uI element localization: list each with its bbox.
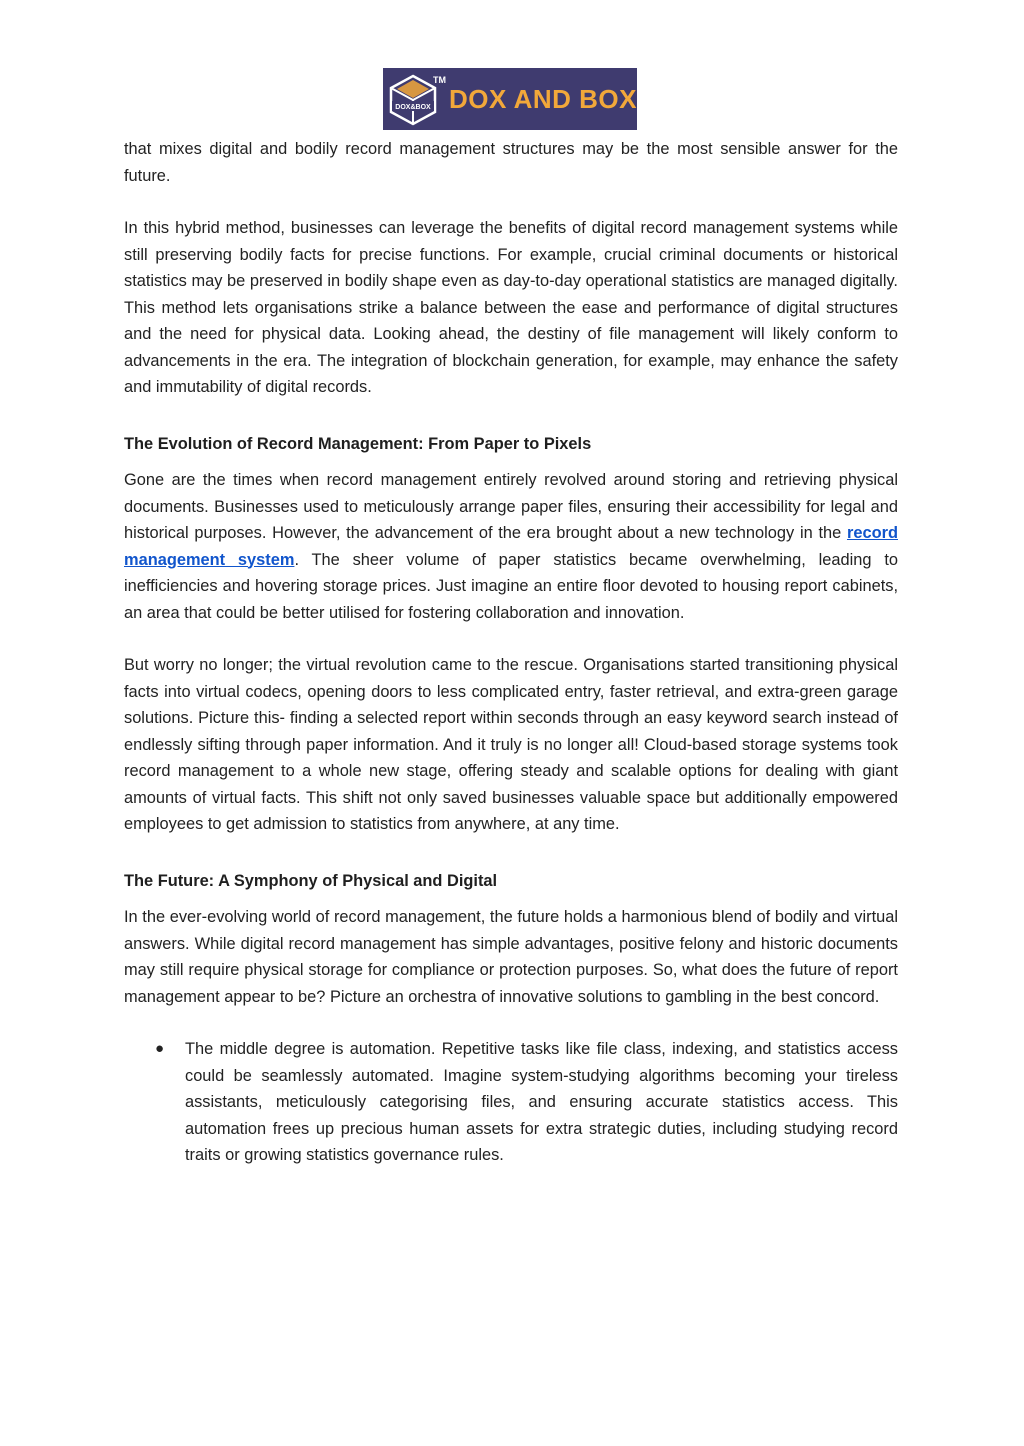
paragraph-evolution [124, 467, 898, 626]
section-heading-evolution: The Evolution of Record Management: From Paper to Pixels [124, 434, 592, 453]
paragraph-hybrid-method: In this hybrid method, businesses can leverage the benefits of digital record management systems while still preserving bodily facts for precise functions. For example, crucial criminal documents or historical statistics may be preserved in bodily shape even as day-to-day operational statistics are managed digitally. This method lets organisations strike a balance between the ease and performance of digital structures and the need for physical data. Looking ahead, the destiny of file management will likely conform to advancements in the era. The integration of blockchain generation, for example, may enhance the safety and immutability of digital records. [124, 219, 898, 396]
trademark-symbol: TM [433, 75, 446, 85]
document-body [124, 136, 898, 1169]
logo-mark-text: DOX&BOX [395, 104, 431, 111]
paragraph-virtual-revolution: But worry no longer; the virtual revolution came to the rescue. Organisations started transitioning physical facts into virtual codecs, opening doors to less complicated entry, faster retrieval, and extra-green garage solutions. Picture this- finding a selected report within seconds through an easy keyword search instead of endlessly sifting through paper information. And it truly is no longer all! Cloud-based storage systems took record management to a whole new stage, offering steady and scalable options for dealing with giant amounts of virtual facts. This shift not only saved businesses valuable space but additionally empowered employees to get admission to statistics from anywhere, at any time. [124, 656, 898, 833]
paragraph-evolution-text-continued: . The sheer volume of paper statistics became overwhelming, leading to inefficiencies and hovering storage prices. Just imagine an entire floor devoted to housing report cabinets, an area that could be better utilised for fostering collaboration and innovation. [124, 550, 899, 622]
brand-name: DOX AND BOX [449, 84, 637, 114]
paragraph-intro: that mixes digital and bodily record management structures may be the most sensible answer for the future. [124, 140, 898, 185]
list-item [124, 1036, 898, 1169]
section-heading-future: The Future: A Symphony of Physical and Digital [124, 871, 498, 890]
bullet-marker: ● [155, 1040, 165, 1057]
brand-logo [383, 68, 637, 130]
record-management-system-link[interactable]: record management system [124, 524, 898, 569]
bullet-list [124, 1036, 898, 1169]
paragraph-evolution-text: Gone are the times when record management entirely revolved around storing and retrieving physical documents. Businesses used to meticulously arrange paper files, ensuring their accessibility for legal and historical purposes. However, the advancement of the era brought about a new technology in the [124, 471, 898, 542]
bullet-text: The middle degree is automation. Repetitive tasks like file class, indexing, and statistics access could be seamlessly automated. Imagine system-studying algorithms becoming your tireless assistants, meticulously categorising files, and ensuring accurate statistics access. This automation frees up precious human assets for extra strategic duties, including studying record traits or growing statistics governance rules. [185, 1040, 898, 1164]
paragraph-future: In the ever-evolving world of record management, the future holds a harmonious blend of bodily and virtual answers. While digital record management has simple advantages, positive felony and historic documents may still require physical storage for compliance or protection purposes. So, what does the future of report management appear to be? Picture an orchestra of innovative solutions to gambling in the best concord. [124, 908, 898, 1006]
